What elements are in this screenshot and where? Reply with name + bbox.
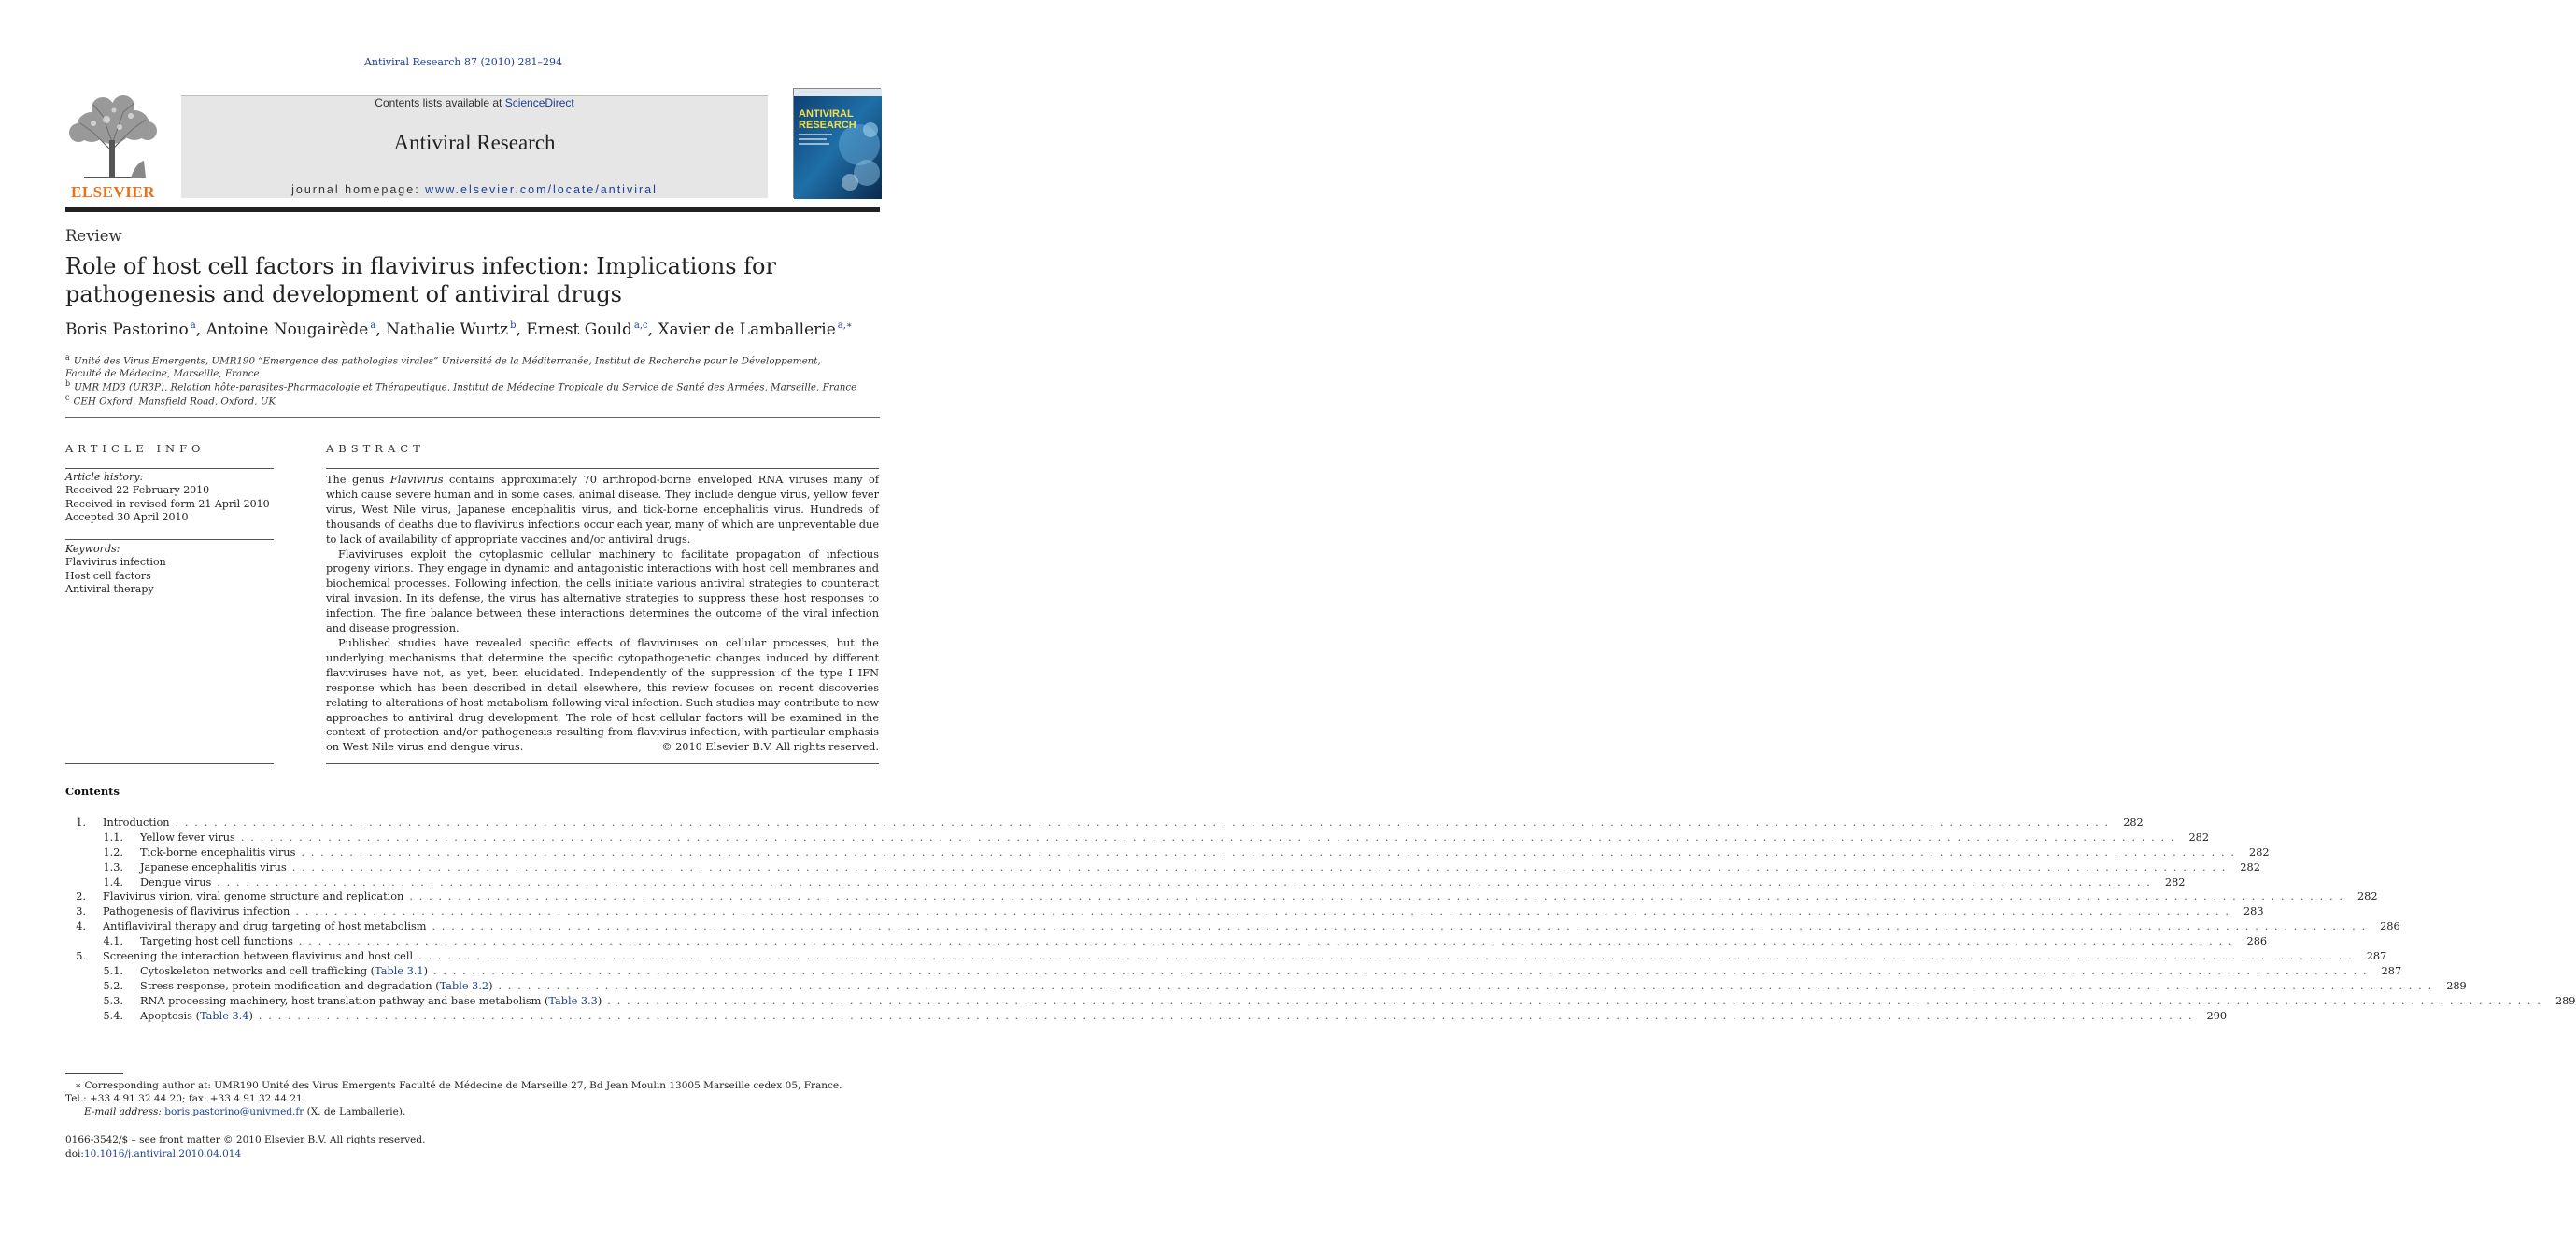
article-info-heading: ARTICLE INFO: [65, 442, 205, 455]
toc-entry[interactable]: [65, 979, 2467, 994]
toc-leader-dots: . . . . . . . . . . . . . . . . . . . . . . . . . . . . . . . . . . . . . . . . . . . . . . . . . . . . . . . . . . . . . . . . . . . . . . . . . . . . . . . . . . . . . . . . . . . . . . . . . . . . . . . . . . . . . . . . . . . . . . . . . . . . . . . . . . . . . . . . . . . . . . . . . . . . . . . . . . . . . . . . . . . . . . . . . . . . . . . . . . . . . . . . . . . . . . . . . . . . . . . .: [258, 1009, 2194, 1022]
author-name[interactable]: Nathalie Wurtz: [386, 320, 509, 339]
contents-heading: Contents: [65, 785, 120, 798]
accepted-date: Accepted 30 April 2010: [65, 510, 189, 523]
cover-title-line1: ANTIVIRAL: [799, 108, 854, 120]
toc-leader-dots: . . . . . . . . . . . . . . . . . . . . . . . . . . . . . . . . . . . . . . . . . . . . . . . . . . . . . . . . . . . . . . . . . . . . . . . . . . . . . . . . . . . . . . . . . . . . . . . . . . . . . . . . . . . . . . . . . . . . . . . . . . . . . . . . . . . . . . . . . . . . . . . . . . . . . . . . . . . . . . . . . . . . . . . . . . . . . . . . . . . . . . . . . . . . . . . . . . . . . . . .: [301, 845, 2236, 859]
toc-page-number[interactable]: 287: [2381, 964, 2402, 977]
affil-marker: a: [65, 353, 70, 362]
abstract-text: The genus: [326, 474, 390, 486]
phone-fax-note: Tel.: +33 4 91 32 44 20; fax: +33 4 91 32 44 21.: [65, 1093, 306, 1104]
toc-entry[interactable]: [65, 831, 2210, 845]
toc-page-number[interactable]: 282: [2357, 890, 2378, 903]
toc-title-text[interactable]: Screening the interaction between flavivirus and host cell: [103, 950, 414, 963]
sciencedirect-link[interactable]: ScienceDirect: [504, 96, 574, 109]
toc-title[interactable]: Stress response, protein modification and degradation (Table 3.2): [140, 979, 493, 992]
toc-title-text[interactable]: RNA processing machinery, host translation pathway and base metabolism: [140, 994, 542, 1007]
toc-leader-dots: . . . . . . . . . . . . . . . . . . . . . . . . . . . . . . . . . . . . . . . . . . . . . . . . . . . . . . . . . . . . . . . . . . . . . . . . . . . . . . . . . . . . . . . . . . . . . . . . . . . . . . . . . . . . . . . . . . . . . . . . . . . . . . . . . . . . . . . . . . . . . . . . . . . . . . . . . . . . . . . . . . . . . . . . . . . . . . . . . . . . . . . . . . . . . . . . . . . . . . . .: [175, 817, 2110, 829]
toc-table-ref-link[interactable]: Table 3.3: [548, 994, 598, 1007]
abstract-text: contains approximately 70 arthropod-borne enveloped RNA viruses many of which cause severe human and in some cases, animal disease. They include dengue virus, yellow fever virus, West Nile virus, Japanese encephalitis virus, and tick-borne encephalitis virus. Hundreds of thousands of deaths due to flavivirus infections occur each year, many of which are unpreventable due to lack of availability of appropriate vaccines and/or antiviral drugs.: [326, 474, 879, 546]
abstract-paragraph: Flaviviruses exploit the cytoplasmic cellular machinery to facilitate propagation of infectious progeny virions. They engage in dynamic and antagonistic interactions with host cell membranes and biochemical processes. Following infection, the cells initiate various antiviral strategies to counteract viral invasion. In its defense, the virus has alternative strategies to suppress these host responses to infection. The fine balance between these interactions determines the outcome of the viral infection and disease progression.: [326, 547, 879, 635]
toc-page-number[interactable]: 282: [2164, 875, 2186, 888]
article-info-end-rule: [65, 763, 274, 764]
author-name[interactable]: Boris Pastorino: [65, 320, 189, 339]
affil-text-continued: Faculté de Médecine, Marseille, France: [65, 368, 260, 380]
toc-title[interactable]: [123, 875, 211, 890]
doi-label: doi:: [65, 1148, 84, 1159]
footnote-rule: [65, 1073, 123, 1074]
toc-leader-dots: . . . . . . . . . . . . . . . . . . . . . . . . . . . . . . . . . . . . . . . . . . . . . . . . . . . . . . . . . . . . . . . . . . . . . . . . . . . . . . . . . . . . . . . . . . . . . . . . . . . . . . . . . . . . . . . . . . . . . . . . . . . . . . . . . . . . . . . . . . . . . . . . . . . . . . . . . . . . . . . . . . . . . . . . . . . . . . . . . . . . . . . . . . . . . . . . . . . . . . . .: [432, 964, 2369, 977]
toc-entry[interactable]: [65, 994, 2576, 1009]
affiliation-a: [65, 351, 880, 380]
table-of-contents: [65, 816, 2576, 1023]
keywords-label: Keywords:: [65, 543, 120, 555]
doi-link[interactable]: 10.1016/j.antiviral.2010.04.014: [83, 1148, 242, 1159]
journal-citation[interactable]: Antiviral Research 87 (2010) 281–294: [363, 56, 563, 68]
toc-title-text[interactable]: Cytoskeleton networks and cell trafficking: [140, 964, 368, 977]
toc-number: 5.2.: [103, 979, 123, 992]
keywords-block: [65, 543, 274, 596]
affil-text: UMR MD3 (UR3P), Relation hôte-parasites-Pharmacologie et Thérapeutique, Institut de Médecine Tropicale du Service de Santé des Armées, Marseille, France: [74, 381, 857, 393]
toc-leader-dots: . . . . . . . . . . . . . . . . . . . . . . . . . . . . . . . . . . . . . . . . . . . . . . . . . . . . . . . . . . . . . . . . . . . . . . . . . . . . . . . . . . . . . . . . . . . . . . . . . . . . . . . . . . . . . . . . . . . . . . . . . . . . . . . . . . . . . . . . . . . . . . . . . . . . . . . . . . . . . . . . . . . . . . . . . . . . . . . . . . . . . . . . . . . . . . . . . . . . . . . .: [291, 860, 2227, 874]
toc-title-text[interactable]: Japanese encephalitis virus: [140, 860, 287, 874]
toc-title-text[interactable]: Flavivirus virion, viral genome structure and replication: [103, 890, 404, 903]
cover-title-line2: RESEARCH: [799, 120, 856, 131]
author-affil-sup[interactable]: b: [510, 320, 517, 331]
article-type: Review: [65, 227, 122, 245]
toc-table-ref-link[interactable]: Table 3.1: [375, 964, 424, 977]
genus-name: Flavivirus: [389, 474, 444, 486]
received-date: Received 22 February 2010: [65, 484, 210, 497]
affil-marker: c: [65, 393, 70, 402]
toc-number: 1.: [76, 817, 86, 829]
contents-available-line: [181, 96, 768, 109]
toc-number: 5.3.: [103, 994, 123, 1007]
affil-text: CEH Oxford, Mansfield Road, Oxford, UK: [73, 395, 276, 407]
toc-leader-dots: . . . . . . . . . . . . . . . . . . . . . . . . . . . . . . . . . . . . . . . . . . . . . . . . . . . . . . . . . . . . . . . . . . . . . . . . . . . . . . . . . . . . . . . . . . . . . . . . . . . . . . . . . . . . . . . . . . . . . . . . . . . . . . . . . . . . . . . . . . . . . . . . . . . . . . . . . . . . . . . . . . . . . . . . . . . . . . . . . . . . . . . . . . . . . . . . . . . . . . . .: [607, 994, 2542, 1007]
affiliation-divider: [65, 417, 880, 418]
toc-title[interactable]: [86, 904, 290, 919]
revised-date: Received in revised form 21 April 2010: [65, 497, 270, 510]
toc-title[interactable]: [86, 889, 403, 904]
toc-leader-dots: . . . . . . . . . . . . . . . . . . . . . . . . . . . . . . . . . . . . . . . . . . . . . . . . . . . . . . . . . . . . . . . . . . . . . . . . . . . . . . . . . . . . . . . . . . . . . . . . . . . . . . . . . . . . . . . . . . . . . . . . . . . . . . . . . . . . . . . . . . . . . . . . . . . . . . . . . . . . . . . . . . . . . . . . . . . . . . . . . . . . . . . . . . . . . . . . . . . . . . . .: [295, 905, 2230, 918]
keyword: Antiviral therapy: [65, 582, 154, 595]
toc-entry[interactable]: [65, 816, 2144, 831]
journal-homepage-line: [181, 183, 768, 196]
toc-entry[interactable]: [65, 889, 2378, 904]
email-owner: (X. de Lamballerie).: [306, 1106, 406, 1117]
toc-title[interactable]: RNA processing machinery, host translation pathway and base metabolism (Table 3.3): [140, 994, 602, 1007]
toc-title-text[interactable]: Stress response, protein modification and degradation: [140, 979, 432, 992]
toc-number: 5.: [76, 950, 86, 963]
toc-leader-dots: . . . . . . . . . . . . . . . . . . . . . . . . . . . . . . . . . . . . . . . . . . . . . . . . . . . . . . . . . . . . . . . . . . . . . . . . . . . . . . . . . . . . . . . . . . . . . . . . . . . . . . . . . . . . . . . . . . . . . . . . . . . . . . . . . . . . . . . . . . . . . . . . . . . . . . . . . . . . . . . . . . . . . . . . . . . . . . . . . . . . . . . . . . . . . . . . . . . . . . . .: [217, 875, 2152, 888]
toc-number: 4.: [76, 920, 86, 933]
header-rule: [65, 207, 880, 212]
toc-leader-dots: . . . . . . . . . . . . . . . . . . . . . . . . . . . . . . . . . . . . . . . . . . . . . . . . . . . . . . . . . . . . . . . . . . . . . . . . . . . . . . . . . . . . . . . . . . . . . . . . . . . . . . . . . . . . . . . . . . . . . . . . . . . . . . . . . . . . . . . . . . . . . . . . . . . . . . . . . . . . . . . . . . . . . . . . . . . . . . . . . . . . . . . . . . . . . . . . . . . . . . . .: [240, 831, 2176, 844]
toc-entry[interactable]: [65, 1009, 2228, 1024]
toc-page-number[interactable]: 287: [2366, 950, 2387, 963]
toc-page-number[interactable]: 289: [2446, 979, 2467, 992]
toc-number: 5.1.: [103, 964, 123, 977]
toc-page-number[interactable]: 290: [2206, 1009, 2228, 1022]
abstract-copyright: © 2010 Elsevier B.V. All rights reserved.: [661, 741, 879, 753]
toc-title-text[interactable]: Introduction: [103, 817, 170, 829]
toc-entry[interactable]: [65, 949, 2387, 964]
author-name[interactable]: Ernest Gould: [526, 320, 632, 339]
keyword: Flavivirus infection: [65, 556, 166, 569]
author-affil-sup[interactable]: a,c: [633, 320, 648, 331]
toc-number: 1.3.: [103, 860, 123, 874]
toc-title[interactable]: Cytoskeleton networks and cell trafficking (Table 3.1): [140, 964, 428, 977]
author-list: Boris Pastorino $^a$, Antoine Nougairède $^a$, Nathalie Wurtz $^b$, Ernest Gould $^{a,c}$, Xavier de Lamballerie $^{a,∗}$: [65, 320, 853, 339]
article-history: [65, 471, 274, 524]
toc-leader-dots: . . . . . . . . . . . . . . . . . . . . . . . . . . . . . . . . . . . . . . . . . . . . . . . . . . . . . . . . . . . . . . . . . . . . . . . . . . . . . . . . . . . . . . . . . . . . . . . . . . . . . . . . . . . . . . . . . . . . . . . . . . . . . . . . . . . . . . . . . . . . . . . . . . . . . . . . . . . . . . . . . . . . . . . . . . . . . . . . . . . . . . . . . . . . . . . . . . . . . . . .: [498, 979, 2433, 992]
toc-title-text[interactable]: Apoptosis: [140, 1009, 192, 1022]
author-name[interactable]: Antoine Nougairède: [205, 320, 369, 339]
toc-number: 5.4.: [103, 1009, 123, 1022]
abstract-paragraph: Published studies have revealed specific effects of flaviviruses on cellular processes, but the underlying mechanisms that determine the specific cytopathogenetic changes induced by different flaviviruses have not, as yet, been elucidated. Independently of the suppression of the type I IFN response which has been described in detail elsewhere, this review focuses on recent discoveries relating to alterations of host metabolism following viral infection. Such studies may contribute to new approaches to antiviral drug development. The role of host cellular factors will be examined in the context of protection and/or pathogenesis resulting from flavivirus infection, with particular emphasis on West Nile virus and dengue virus.: [326, 636, 879, 754]
toc-table-ref-link[interactable]: Table 3.4: [199, 1009, 249, 1022]
toc-page-number[interactable]: 282: [2123, 817, 2144, 829]
journal-cover-image[interactable]: [793, 88, 881, 198]
toc-title[interactable]: [86, 816, 170, 831]
toc-entry[interactable]: [65, 934, 2268, 949]
toc-number: 1.1.: [103, 831, 123, 844]
email-link[interactable]: boris.pastorino@univmed.fr: [164, 1106, 304, 1117]
affiliation-c: [65, 391, 880, 407]
keyword: Host cell factors: [65, 569, 151, 582]
toc-entry[interactable]: [65, 904, 2264, 919]
abstract-end-rule: [326, 763, 879, 764]
toc-entry[interactable]: [65, 860, 2260, 875]
toc-page-number[interactable]: 282: [2240, 860, 2260, 874]
toc-entry[interactable]: [65, 875, 2186, 890]
toc-entry[interactable]: [65, 919, 2400, 934]
author-name[interactable]: Xavier de Lamballerie: [658, 320, 836, 339]
toc-title[interactable]: Apoptosis (Table 3.4): [140, 1009, 253, 1022]
toc-number: 1.2.: [103, 845, 123, 859]
toc-leader-dots: . . . . . . . . . . . . . . . . . . . . . . . . . . . . . . . . . . . . . . . . . . . . . . . . . . . . . . . . . . . . . . . . . . . . . . . . . . . . . . . . . . . . . . . . . . . . . . . . . . . . . . . . . . . . . . . . . . . . . . . . . . . . . . . . . . . . . . . . . . . . . . . . . . . . . . . . . . . . . . . . . . . . . . . . . . . . . . . . . . . . . . . . . . . . . . . . . . . . . . . .: [409, 890, 2344, 903]
toc-page-number[interactable]: 282: [2188, 831, 2210, 844]
toc-title[interactable]: [123, 934, 293, 949]
abstract-paragraph: [326, 473, 879, 547]
homepage-prefix: journal homepage:: [291, 183, 426, 196]
issn-line: 0166-3542/$ – see front matter © 2010 Elsevier B.V. All rights reserved.: [65, 1134, 426, 1145]
toc-page-number[interactable]: 286: [2246, 935, 2268, 948]
abstract-heading: ABSTRACT: [326, 442, 425, 455]
toc-title[interactable]: [86, 949, 413, 964]
toc-title-text[interactable]: Tick-borne encephalitis virus: [140, 845, 296, 859]
toc-page-number[interactable]: 282: [2249, 845, 2270, 859]
doi-line: [65, 1147, 880, 1160]
toc-page-number[interactable]: 283: [2243, 905, 2264, 918]
toc-number: 3.: [76, 905, 86, 918]
affil-marker: b: [65, 379, 71, 388]
toc-title[interactable]: [123, 860, 287, 875]
author-affil-sup[interactable]: a,∗: [837, 320, 853, 331]
toc-number: 1.4.: [103, 875, 123, 888]
history-label: Article history:: [65, 471, 144, 483]
email-label: E-mail address:: [84, 1106, 162, 1117]
abstract-rule: [326, 468, 879, 469]
toc-leader-dots: . . . . . . . . . . . . . . . . . . . . . . . . . . . . . . . . . . . . . . . . . . . . . . . . . . . . . . . . . . . . . . . . . . . . . . . . . . . . . . . . . . . . . . . . . . . . . . . . . . . . . . . . . . . . . . . . . . . . . . . . . . . . . . . . . . . . . . . . . . . . . . . . . . . . . . . . . . . . . . . . . . . . . . . . . . . . . . . . . . . . . . . . . . . . . . . . . . . . . . . .: [432, 920, 2367, 933]
journal-name: Antiviral Research: [393, 131, 556, 154]
toc-title-text[interactable]: Dengue virus: [140, 875, 212, 888]
toc-leader-dots: . . . . . . . . . . . . . . . . . . . . . . . . . . . . . . . . . . . . . . . . . . . . . . . . . . . . . . . . . . . . . . . . . . . . . . . . . . . . . . . . . . . . . . . . . . . . . . . . . . . . . . . . . . . . . . . . . . . . . . . . . . . . . . . . . . . . . . . . . . . . . . . . . . . . . . . . . . . . . . . . . . . . . . . . . . . . . . . . . . . . . . . . . . . . . . . . . . . . . . . .: [298, 935, 2234, 948]
toc-title[interactable]: [123, 831, 235, 845]
author-affil-sup[interactable]: a: [370, 320, 376, 331]
article-info-rule: [65, 539, 274, 540]
email-note: [65, 1105, 880, 1118]
toc-number: 4.1.: [103, 935, 123, 948]
toc-number: 2.: [76, 890, 86, 903]
contents-prefix: Contents lists available at: [375, 96, 505, 109]
toc-title[interactable]: [123, 845, 295, 860]
toc-table-ref-link[interactable]: Table 3.2: [439, 979, 489, 992]
toc-title-text[interactable]: Antiflaviviral therapy and drug targeting of host metabolism: [103, 920, 427, 933]
toc-page-number[interactable]: 289: [2555, 994, 2576, 1007]
toc-title-text[interactable]: Pathogenesis of flavivirus infection: [103, 905, 290, 918]
author-affil-sup[interactable]: a: [190, 320, 196, 331]
abstract-body: [326, 473, 879, 755]
toc-entry[interactable]: [65, 845, 2270, 860]
toc-leader-dots: . . . . . . . . . . . . . . . . . . . . . . . . . . . . . . . . . . . . . . . . . . . . . . . . . . . . . . . . . . . . . . . . . . . . . . . . . . . . . . . . . . . . . . . . . . . . . . . . . . . . . . . . . . . . . . . . . . . . . . . . . . . . . . . . . . . . . . . . . . . . . . . . . . . . . . . . . . . . . . . . . . . . . . . . . . . . . . . . . . . . . . . . . . . . . . . . . . . . . . . .: [418, 950, 2354, 963]
homepage-link[interactable]: www.elsevier.com/locate/antiviral: [425, 183, 658, 196]
elsevier-wordmark: ELSEVIER: [71, 183, 155, 201]
corresponding-author-note: ∗ Corresponding author at: UMR190 Unité des Virus Emergents Faculté de Médecine de Marseille 27, Bd Jean Moulin 13005 Marseille cedex 05, France.: [75, 1080, 842, 1091]
toc-page-number[interactable]: 286: [2380, 920, 2400, 933]
toc-title[interactable]: [86, 919, 426, 934]
affil-text: Unité des Virus Emergents, UMR190 “Emergence des pathologies virales” Université de la Méditerranée, Institut de Recherche pour le Développement,: [73, 355, 821, 367]
toc-entry[interactable]: [65, 964, 2402, 979]
article-info-rule: [65, 468, 274, 469]
article-title: Role of host cell factors in flavivirus infection: Implications for pathogenesis and development of antiviral drugs: [65, 253, 776, 307]
toc-title-text[interactable]: Targeting host cell functions: [140, 935, 293, 948]
toc-title-text[interactable]: Yellow fever virus: [140, 831, 235, 844]
